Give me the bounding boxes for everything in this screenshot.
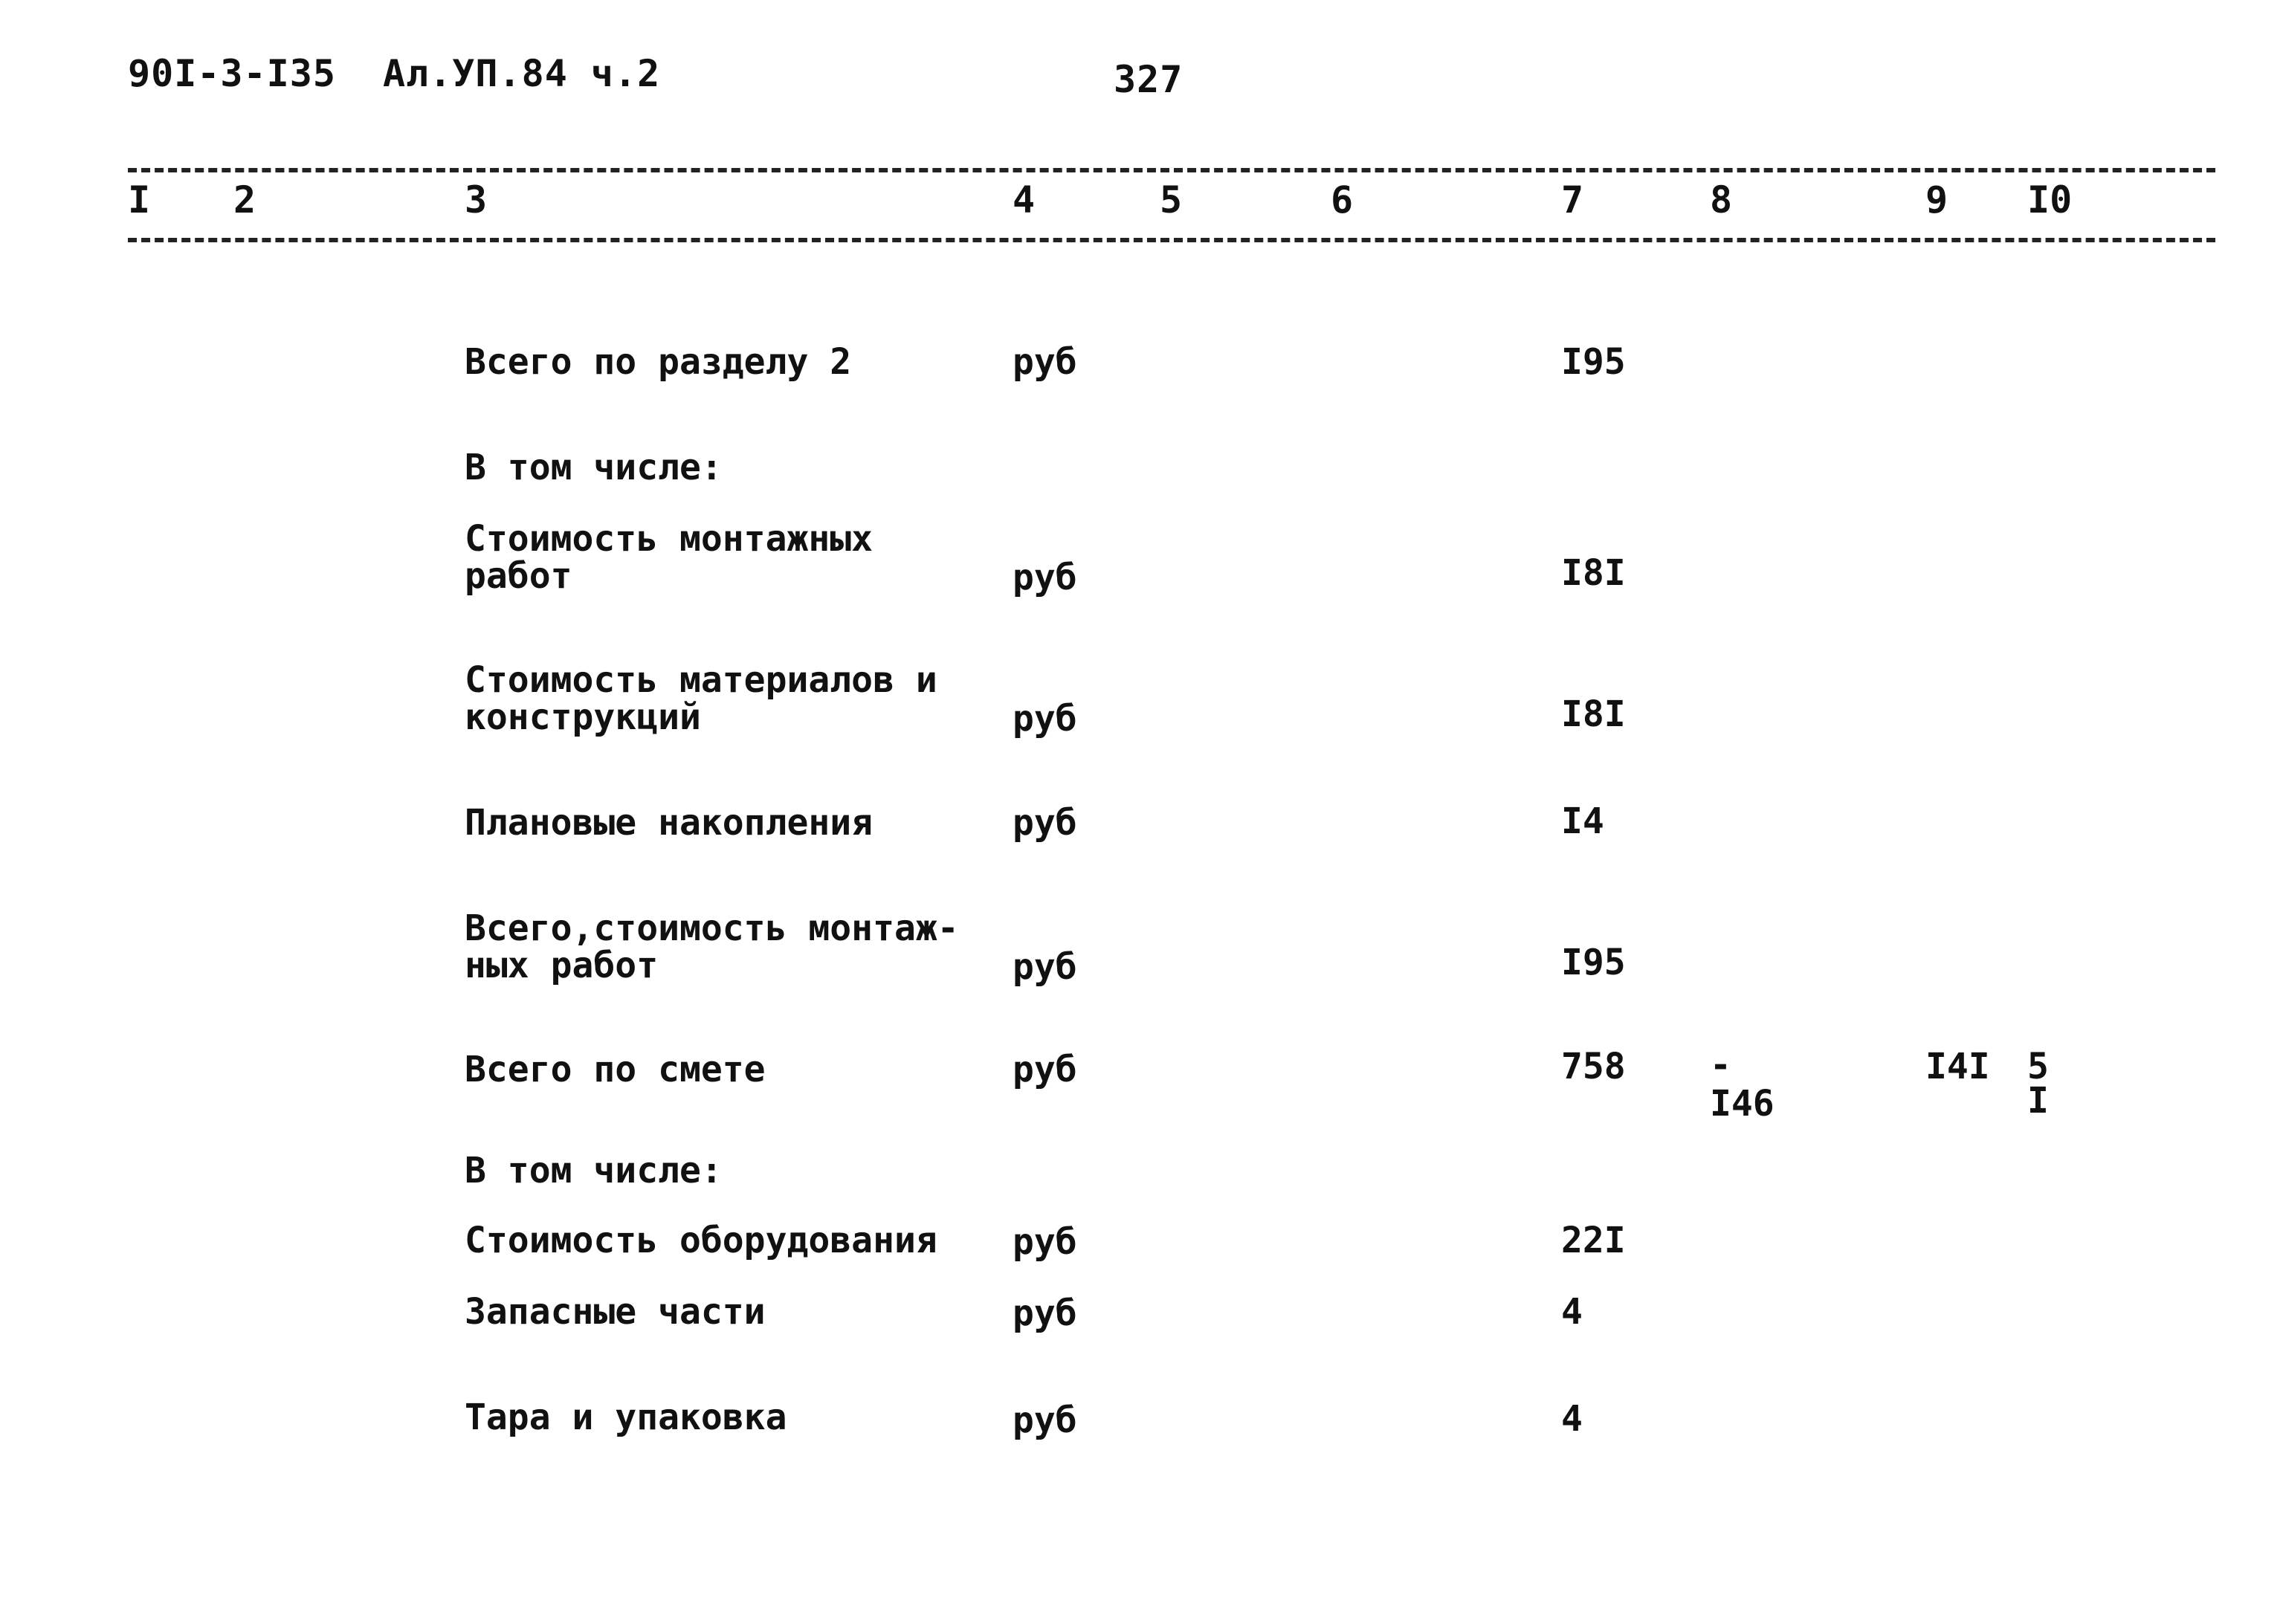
document-code: 90I-3-I35 xyxy=(128,52,336,95)
row-label: В том числе: xyxy=(465,447,723,488)
row-unit: руб xyxy=(1013,946,1077,988)
column-number-2: 2 xyxy=(233,178,256,221)
column-number-4: 4 xyxy=(1013,178,1036,221)
column-number-5: 5 xyxy=(1160,178,1183,221)
row-label xyxy=(465,910,959,984)
row-value-col7: I95 xyxy=(1561,942,1626,983)
row-label: Всего по смете xyxy=(465,1049,766,1090)
row-label-line-2: ных работ xyxy=(465,945,659,986)
row-value-col7: 758 xyxy=(1561,1046,1626,1087)
row-label-line-1: Стоимость материалов и xyxy=(465,659,937,701)
row-label: Всего по разделу 2 xyxy=(465,341,852,383)
table-header-bottom-rule xyxy=(128,238,2215,242)
row-label xyxy=(465,661,937,736)
row-value-col7: I95 xyxy=(1561,341,1626,383)
row-value-col7: I8I xyxy=(1561,552,1626,594)
row-unit: руб xyxy=(1013,1400,1077,1441)
row-unit: руб xyxy=(1013,1293,1077,1334)
column-number-9: 9 xyxy=(1925,178,1948,221)
row-unit: руб xyxy=(1013,1221,1077,1263)
column-number-6: 6 xyxy=(1331,178,1354,221)
row-value-col7: 4 xyxy=(1561,1291,1583,1333)
row-value-col8-bottom: I46 xyxy=(1710,1083,1775,1125)
album-reference: Ал.УП.84 ч.2 xyxy=(383,52,661,95)
row-label-line-2: работ xyxy=(465,555,572,597)
row-value-col9: I4I xyxy=(1925,1046,1990,1087)
row-label-line-1: Всего,стоимость монтаж- xyxy=(465,908,959,949)
row-label: Тара и упаковка xyxy=(465,1397,787,1438)
column-number-8: 8 xyxy=(1710,178,1733,221)
row-value-col7: 4 xyxy=(1561,1398,1583,1440)
row-label xyxy=(465,520,873,595)
page-number: 327 xyxy=(1114,58,1184,101)
row-label: Плановые накопления xyxy=(465,802,874,844)
row-value-col10-bottom: I xyxy=(2027,1080,2049,1122)
column-number-10: I0 xyxy=(2027,178,2073,221)
row-value-col8-top: - xyxy=(1710,1044,1731,1086)
row-value-col7: I4 xyxy=(1561,800,1604,842)
row-unit: руб xyxy=(1013,557,1077,598)
row-unit: руб xyxy=(1013,802,1077,844)
row-value-col10-top: 5 xyxy=(2027,1046,2049,1087)
table-top-rule xyxy=(128,168,2215,172)
row-value-col7: 22I xyxy=(1561,1220,1626,1261)
row-unit: руб xyxy=(1013,1049,1077,1090)
column-number-1: I xyxy=(128,178,151,221)
row-unit: руб xyxy=(1013,698,1077,740)
row-label: Стоимость оборудования xyxy=(465,1220,937,1261)
row-unit: руб xyxy=(1013,341,1077,383)
row-value-col7: I8I xyxy=(1561,693,1626,735)
row-label-line-1: Стоимость монтажных xyxy=(465,518,874,560)
column-number-7: 7 xyxy=(1561,178,1584,221)
column-number-3: 3 xyxy=(465,178,488,221)
row-label-line-2: конструкций xyxy=(465,696,701,738)
row-label: Запасные части xyxy=(465,1291,766,1333)
row-label: В том числе: xyxy=(465,1150,723,1191)
